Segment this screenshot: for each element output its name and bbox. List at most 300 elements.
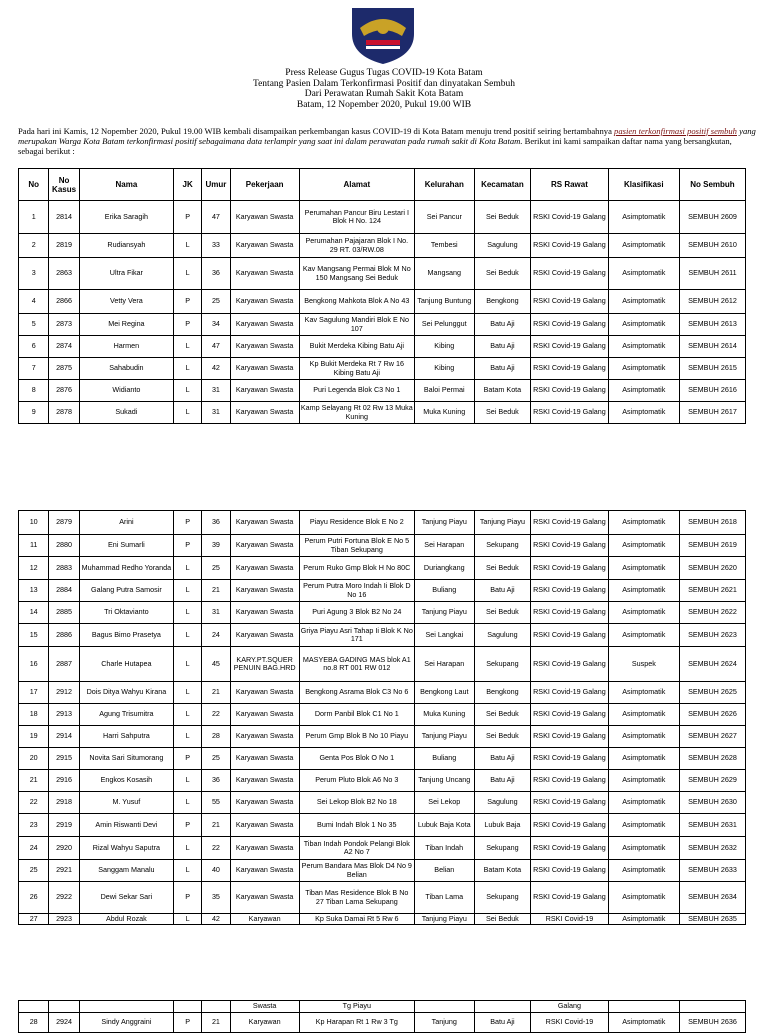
cell-nama (79, 1001, 173, 1013)
cell-pekerjaan: Karyawan Swasta (230, 402, 299, 424)
cell-rs-rawat: RSKI Covid-19 (531, 914, 609, 925)
cell-umur: 31 (202, 402, 230, 424)
col-header-kecamatan: Kecamatan (474, 169, 531, 201)
cell-nama: Amin Riswanti Devi (79, 814, 173, 837)
cell-kelurahan: Belian (414, 860, 474, 882)
cell-kelurahan: Sei Harapan (414, 535, 474, 557)
cell-kelurahan: Buliang (414, 748, 474, 770)
cell-no: 18 (19, 704, 49, 726)
cell-alamat: Kp Suka Damai Rt 5 Rw 6 (299, 914, 414, 925)
cell-kelurahan: Sei Lekop (414, 792, 474, 814)
cell-no-kasus: 2916 (49, 770, 79, 792)
cell-no-sembuh: SEMBUH 2620 (679, 557, 745, 580)
cell-no-sembuh: SEMBUH 2632 (679, 837, 745, 860)
cell-kecamatan: Batu Aji (474, 314, 531, 336)
cell-rs-rawat: RSKI Covid-19 Galang (531, 580, 609, 602)
cell-rs-rawat: RSKI Covid-19 Galang (531, 234, 609, 258)
cell-kecamatan: Sei Beduk (474, 704, 531, 726)
cell-umur: 31 (202, 602, 230, 624)
cell-kelurahan (414, 1001, 474, 1013)
cell-umur: 25 (202, 557, 230, 580)
cell-kecamatan: Batu Aji (474, 336, 531, 358)
cell-umur: 31 (202, 380, 230, 402)
cell-pekerjaan: Karyawan Swasta (230, 624, 299, 647)
cell-klasifikasi: Asimptomatik (608, 201, 679, 234)
cell-no-kasus: 2876 (49, 380, 79, 402)
cell-nama: Widianto (79, 380, 173, 402)
cell-pekerjaan: Karyawan Swasta (230, 837, 299, 860)
cell-jk: L (174, 258, 202, 290)
cell-pekerjaan: Karyawan Swasta (230, 314, 299, 336)
cell-kelurahan: Tanjung Piayu (414, 914, 474, 925)
cell-pekerjaan: Karyawan Swasta (230, 580, 299, 602)
cell-umur: 25 (202, 748, 230, 770)
cell-alamat: Genta Pos Blok O No 1 (299, 748, 414, 770)
table-row (19, 704, 746, 726)
cell-no-kasus: 2819 (49, 234, 79, 258)
cell-no-sembuh: SEMBUH 2636 (679, 1013, 745, 1033)
cell-rs-rawat: RSKI Covid-19 Galang (531, 201, 609, 234)
cell-no: 20 (19, 748, 49, 770)
cell-alamat: Dorm Panbil Blok C1 No 1 (299, 704, 414, 726)
cell-no-kasus: 2878 (49, 402, 79, 424)
cell-umur: 36 (202, 770, 230, 792)
cell-alamat: Sei Lekop Blok B2 No 18 (299, 792, 414, 814)
cell-nama: Sanggam Manalu (79, 860, 173, 882)
cell-klasifikasi: Asimptomatik (608, 358, 679, 380)
cell-no: 22 (19, 792, 49, 814)
cell-alamat: Piayu Residence Blok E No 2 (299, 511, 414, 535)
cell-no: 7 (19, 358, 49, 380)
cell-kecamatan: Sei Beduk (474, 201, 531, 234)
cell-kecamatan: Sekupang (474, 535, 531, 557)
cell-alamat: Bengkong Asrama Blok C3 No 6 (299, 682, 414, 704)
cell-umur: 42 (202, 914, 230, 925)
table-row (19, 682, 746, 704)
cell-klasifikasi: Asimptomatik (608, 770, 679, 792)
cell-rs-rawat: RSKI Covid-19 Galang (531, 647, 609, 682)
cell-pekerjaan: Karyawan Swasta (230, 290, 299, 314)
cell-alamat: Kav Sagulung Mandiri Blok E No 107 (299, 314, 414, 336)
cell-umur: 25 (202, 290, 230, 314)
cell-no: 13 (19, 580, 49, 602)
cell-no-sembuh: SEMBUH 2609 (679, 201, 745, 234)
table-row (19, 580, 746, 602)
cell-jk: P (174, 1013, 202, 1033)
cell-kelurahan: Tanjung Uncang (414, 770, 474, 792)
cell-alamat: Tiban Indah Pondok Pelangi Blok A2 No 7 (299, 837, 414, 860)
cell-umur: 21 (202, 814, 230, 837)
cell-no-kasus: 2918 (49, 792, 79, 814)
cell-jk: P (174, 314, 202, 336)
cell-jk: P (174, 535, 202, 557)
cell-pekerjaan: Karyawan Swasta (230, 602, 299, 624)
cell-alamat: Bukit Merdeka Kibing Batu Aji (299, 336, 414, 358)
table-row (19, 557, 746, 580)
cell-alamat: Perum Bandara Mas Blok D4 No 9 Belian (299, 860, 414, 882)
cell-klasifikasi: Asimptomatik (608, 402, 679, 424)
cell-alamat: Bumi Indah Blok 1 No 35 (299, 814, 414, 837)
cell-umur: 24 (202, 624, 230, 647)
cell-rs-rawat: RSKI Covid-19 Galang (531, 402, 609, 424)
cell-klasifikasi: Asimptomatik (608, 726, 679, 748)
cell-nama: Rizal Wahyu Saputra (79, 837, 173, 860)
cell-no: 19 (19, 726, 49, 748)
cell-no-sembuh: SEMBUH 2610 (679, 234, 745, 258)
cell-no: 23 (19, 814, 49, 837)
press-release-header (0, 68, 768, 110)
cell-no-sembuh: SEMBUH 2621 (679, 580, 745, 602)
cell-nama: Abdul Rozak (79, 914, 173, 925)
cell-alamat: MASYEBA GADING MAS blok A1 no.8 RT 001 RW 012 (299, 647, 414, 682)
cell-nama: Mei Regina (79, 314, 173, 336)
cell-rs-rawat: RSKI Covid-19 Galang (531, 792, 609, 814)
header-line-3: Dari Perawatan Rumah Sakit Kota Batam (304, 89, 464, 99)
cell-klasifikasi: Asimptomatik (608, 792, 679, 814)
cell-alamat: Kp Bukit Merdeka Rt 7 Rw 16 Kibing Batu Aji (299, 358, 414, 380)
cell-kelurahan: Tanjung Piayu (414, 511, 474, 535)
cell-nama: M. Yusuf (79, 792, 173, 814)
cell-no-sembuh: SEMBUH 2633 (679, 860, 745, 882)
cell-alamat: Puri Legenda Blok C3 No 1 (299, 380, 414, 402)
cell-no-sembuh (679, 1001, 745, 1013)
cell-kecamatan: Sei Beduk (474, 402, 531, 424)
cell-no: 2 (19, 234, 49, 258)
cell-kelurahan: Sei Pelunggut (414, 314, 474, 336)
table-row (19, 511, 746, 535)
cell-nama: Charle Hutapea (79, 647, 173, 682)
cell-klasifikasi: Asimptomatik (608, 748, 679, 770)
table-row (19, 314, 746, 336)
cell-jk: P (174, 748, 202, 770)
cell-no: 26 (19, 882, 49, 914)
table-row (19, 1001, 746, 1013)
cell-kelurahan: Sei Harapan (414, 647, 474, 682)
cell-jk: L (174, 380, 202, 402)
cell-rs-rawat: RSKI Covid-19 Galang (531, 704, 609, 726)
cell-nama: Arini (79, 511, 173, 535)
cell-no-kasus: 2886 (49, 624, 79, 647)
cell-no: 4 (19, 290, 49, 314)
cell-rs-rawat: RSKI Covid-19 Galang (531, 726, 609, 748)
cell-rs-rawat: RSKI Covid-19 Galang (531, 535, 609, 557)
cell-rs-rawat: RSKI Covid-19 Galang (531, 336, 609, 358)
table-row (19, 336, 746, 358)
cell-no-sembuh: SEMBUH 2630 (679, 792, 745, 814)
table-row (19, 535, 746, 557)
cell-nama: Eni Sumarli (79, 535, 173, 557)
cell-no: 17 (19, 682, 49, 704)
cell-no: 3 (19, 258, 49, 290)
cell-kelurahan: Tiban Indah (414, 837, 474, 860)
cell-no-kasus: 2874 (49, 336, 79, 358)
cell-kelurahan: Baloi Permai (414, 380, 474, 402)
cell-alamat: Perum Pluto Blok A6 No 3 (299, 770, 414, 792)
cell-no-sembuh: SEMBUH 2618 (679, 511, 745, 535)
cell-umur: 21 (202, 580, 230, 602)
cell-klasifikasi: Asimptomatik (608, 882, 679, 914)
cell-no-kasus: 2922 (49, 882, 79, 914)
cell-pekerjaan: Karyawan Swasta (230, 792, 299, 814)
cell-no-kasus: 2915 (49, 748, 79, 770)
header-line-4: Batam, 12 Nopember 2020, Pukul 19.00 WIB (296, 99, 472, 110)
cell-kecamatan: Sagulung (474, 624, 531, 647)
cell-pekerjaan: Swasta (230, 1001, 299, 1013)
header-line-2: Tentang Pasien Dalam Terkonfirmasi Positif dan dinyatakan Sembuh (252, 78, 516, 89)
cell-kecamatan: Sekupang (474, 647, 531, 682)
cell-rs-rawat: RSKI Covid-19 (531, 1013, 609, 1033)
cell-jk: L (174, 402, 202, 424)
cell-jk: P (174, 882, 202, 914)
cell-kecamatan: Sei Beduk (474, 557, 531, 580)
cell-no: 9 (19, 402, 49, 424)
cell-nama: Erika Saragih (79, 201, 173, 234)
table-row (19, 837, 746, 860)
cell-no: 12 (19, 557, 49, 580)
cell-rs-rawat: RSKI Covid-19 Galang (531, 358, 609, 380)
cell-no-kasus: 2875 (49, 358, 79, 380)
cell-rs-rawat: RSKI Covid-19 Galang (531, 860, 609, 882)
cell-klasifikasi: Asimptomatik (608, 1013, 679, 1033)
cell-no-sembuh: SEMBUH 2628 (679, 748, 745, 770)
table-row (19, 258, 746, 290)
cell-no-sembuh: SEMBUH 2619 (679, 535, 745, 557)
cell-jk: L (174, 682, 202, 704)
cell-alamat: Kamp Selayang Rt 02 Rw 13 Muka Kuning (299, 402, 414, 424)
cell-klasifikasi: Asimptomatik (608, 602, 679, 624)
intro-text-1: Pada hari ini Kamis, 12 Nopember 2020, Pukul 19.00 WIB kembali disampaikan perkembangan kasus COVID-19 di Kota Batam menuju trend positif seiring bertambahnya (18, 126, 615, 136)
cell-umur: 47 (202, 201, 230, 234)
cell-klasifikasi (608, 1001, 679, 1013)
cell-klasifikasi: Asimptomatik (608, 914, 679, 925)
cell-alamat: Tg Piayu (299, 1001, 414, 1013)
cell-no-sembuh: SEMBUH 2626 (679, 704, 745, 726)
cell-umur: 22 (202, 837, 230, 860)
table-row (19, 770, 746, 792)
cell-no-kasus: 2914 (49, 726, 79, 748)
cell-no-kasus: 2923 (49, 914, 79, 925)
table-row (19, 234, 746, 258)
cell-kelurahan: Muka Kuning (414, 704, 474, 726)
cell-nama: Rudiansyah (79, 234, 173, 258)
cell-rs-rawat: RSKI Covid-19 Galang (531, 770, 609, 792)
cell-no: 28 (19, 1013, 49, 1033)
table-row (19, 201, 746, 234)
cell-alamat: Perum Putra Moro Indah Ii Blok D No 16 (299, 580, 414, 602)
table-row (19, 602, 746, 624)
table-row (19, 358, 746, 380)
cell-kecamatan: Sei Beduk (474, 258, 531, 290)
cell-kelurahan: Duriangkang (414, 557, 474, 580)
cell-rs-rawat: RSKI Covid-19 Galang (531, 837, 609, 860)
cell-no: 5 (19, 314, 49, 336)
cell-kecamatan: Sei Beduk (474, 602, 531, 624)
table-row (19, 402, 746, 424)
cell-umur: 45 (202, 647, 230, 682)
cell-no-kasus: 2912 (49, 682, 79, 704)
cell-kelurahan: Tanjung Piayu (414, 726, 474, 748)
cell-nama: Harri Sahputra (79, 726, 173, 748)
cell-no: 24 (19, 837, 49, 860)
cell-no: 14 (19, 602, 49, 624)
cell-umur: 47 (202, 336, 230, 358)
cell-no-kasus: 2920 (49, 837, 79, 860)
intro-highlight: pasien terkonfirmasi positif sembuh (614, 126, 737, 136)
cell-no-sembuh: SEMBUH 2617 (679, 402, 745, 424)
cell-no-sembuh: SEMBUH 2612 (679, 290, 745, 314)
cell-kecamatan: Bengkong (474, 290, 531, 314)
patients-table-page-3 (18, 1000, 746, 1033)
col-header-no-sembuh: No Sembuh (679, 169, 745, 201)
table-row (19, 748, 746, 770)
cell-kelurahan: Lubuk Baja Kota (414, 814, 474, 837)
cell-no-sembuh: SEMBUH 2634 (679, 882, 745, 914)
cell-alamat: Griya Piayu Asri Tahap Ii Blok K No 171 (299, 624, 414, 647)
cell-rs-rawat: RSKI Covid-19 Galang (531, 814, 609, 837)
cell-jk: L (174, 557, 202, 580)
cell-jk: L (174, 914, 202, 925)
cell-nama: Tri Oktavianto (79, 602, 173, 624)
cell-alamat: Perumahan Pajajaran Blok I No. 29 RT. 03/RW.08 (299, 234, 414, 258)
cell-kelurahan: Tanjung Buntung (414, 290, 474, 314)
cell-pekerjaan: KARY.PT.SQUER PENUIN BAG.HRD (230, 647, 299, 682)
cell-kecamatan: Tanjung Piayu (474, 511, 531, 535)
cell-kecamatan: Batam Kota (474, 380, 531, 402)
cell-jk: L (174, 234, 202, 258)
cell-nama: Engkos Kosasih (79, 770, 173, 792)
cell-nama: Ultra Fikar (79, 258, 173, 290)
cell-no-sembuh: SEMBUH 2631 (679, 814, 745, 837)
cell-jk: L (174, 860, 202, 882)
cell-pekerjaan: Karyawan Swasta (230, 234, 299, 258)
cell-jk: L (174, 792, 202, 814)
cell-nama: Galang Putra Samosir (79, 580, 173, 602)
cell-kecamatan: Lubuk Baja (474, 814, 531, 837)
cell-pekerjaan: Karyawan Swasta (230, 682, 299, 704)
cell-pekerjaan: Karyawan Swasta (230, 380, 299, 402)
cell-klasifikasi: Asimptomatik (608, 814, 679, 837)
cell-rs-rawat: RSKI Covid-19 Galang (531, 314, 609, 336)
cell-no: 16 (19, 647, 49, 682)
cell-kecamatan: Sei Beduk (474, 726, 531, 748)
patients-table-page-1 (18, 168, 746, 424)
cell-nama: Dois Ditya Wahyu Kirana (79, 682, 173, 704)
cell-pekerjaan: Karyawan Swasta (230, 258, 299, 290)
intro-text-2: yang merupakan Warga Kota Batam terkonfirmasi positif sebagaimana data terlampir yang saat ini dalam perawatan pada rumah sakit di Kota Batam. (18, 126, 756, 146)
cell-klasifikasi: Asimptomatik (608, 511, 679, 535)
cell-umur: 21 (202, 1013, 230, 1033)
col-header-kelurahan: Kelurahan (414, 169, 474, 201)
cell-kelurahan: Buliang (414, 580, 474, 602)
cell-klasifikasi: Asimptomatik (608, 837, 679, 860)
cell-pekerjaan: Karyawan Swasta (230, 770, 299, 792)
col-header-nama: Nama (79, 169, 173, 201)
cell-klasifikasi: Asimptomatik (608, 682, 679, 704)
cell-klasifikasi: Asimptomatik (608, 580, 679, 602)
cell-no: 15 (19, 624, 49, 647)
cell-klasifikasi: Asimptomatik (608, 380, 679, 402)
cell-no-kasus (49, 1001, 79, 1013)
cell-no: 1 (19, 201, 49, 234)
cell-kelurahan: Sei Pancur (414, 201, 474, 234)
cell-pekerjaan: Karyawan Swasta (230, 704, 299, 726)
cell-nama: Harmen (79, 336, 173, 358)
cell-no-sembuh: SEMBUH 2625 (679, 682, 745, 704)
cell-kelurahan: Kibing (414, 358, 474, 380)
cell-nama: Sindy Anggraini (79, 1013, 173, 1033)
cell-klasifikasi: Asimptomatik (608, 314, 679, 336)
col-header-alamat: Alamat (299, 169, 414, 201)
cell-alamat: Perum Ruko Gmp Blok H No 80C (299, 557, 414, 580)
cell-no: 25 (19, 860, 49, 882)
cell-jk: L (174, 647, 202, 682)
cell-nama: Sukadi (79, 402, 173, 424)
cell-no: 6 (19, 336, 49, 358)
cell-alamat: Puri Agung 3 Blok B2 No 24 (299, 602, 414, 624)
cell-rs-rawat: RSKI Covid-19 Galang (531, 602, 609, 624)
col-header-klasifikasi: Klasifikasi (608, 169, 679, 201)
cell-nama: Agung Trisumitra (79, 704, 173, 726)
cell-pekerjaan: Karyawan Swasta (230, 201, 299, 234)
cell-kecamatan: Sei Beduk (474, 914, 531, 925)
cell-no-kasus: 2924 (49, 1013, 79, 1033)
cell-kecamatan: Sekupang (474, 882, 531, 914)
cell-umur: 33 (202, 234, 230, 258)
cell-klasifikasi: Asimptomatik (608, 290, 679, 314)
cell-no-kasus: 2921 (49, 860, 79, 882)
cell-rs-rawat: RSKI Covid-19 Galang (531, 748, 609, 770)
cell-no-sembuh: SEMBUH 2611 (679, 258, 745, 290)
cell-umur: 39 (202, 535, 230, 557)
cell-no-kasus: 2885 (49, 602, 79, 624)
gugus-tugas-logo (346, 6, 420, 66)
cell-umur: 42 (202, 358, 230, 380)
cell-kecamatan: Batu Aji (474, 1013, 531, 1033)
cell-no-sembuh: SEMBUH 2615 (679, 358, 745, 380)
cell-pekerjaan: Karyawan Swasta (230, 882, 299, 914)
cell-kecamatan: Sagulung (474, 792, 531, 814)
cell-klasifikasi: Asimptomatik (608, 535, 679, 557)
cell-umur: 36 (202, 258, 230, 290)
cell-no: 10 (19, 511, 49, 535)
cell-no (19, 1001, 49, 1013)
cell-kecamatan: Batu Aji (474, 748, 531, 770)
col-header-rs-rawat: RS Rawat (531, 169, 609, 201)
cell-jk: L (174, 770, 202, 792)
cell-alamat: Kav Mangsang Permai Blok M No 150 Mangsang Sei Beduk (299, 258, 414, 290)
cell-umur: 40 (202, 860, 230, 882)
cell-umur: 22 (202, 704, 230, 726)
cell-no-kasus: 2863 (49, 258, 79, 290)
cell-no-sembuh: SEMBUH 2622 (679, 602, 745, 624)
table-row (19, 380, 746, 402)
cell-jk: L (174, 624, 202, 647)
cell-pekerjaan: Karyawan Swasta (230, 726, 299, 748)
cell-no-kasus: 2814 (49, 201, 79, 234)
cell-rs-rawat: RSKI Covid-19 Galang (531, 380, 609, 402)
cell-rs-rawat: RSKI Covid-19 Galang (531, 624, 609, 647)
cell-pekerjaan: Karyawan Swasta (230, 336, 299, 358)
col-header-no-kasus: No Kasus (49, 169, 79, 201)
table-row (19, 860, 746, 882)
cell-klasifikasi: Asimptomatik (608, 860, 679, 882)
cell-no-kasus: 2887 (49, 647, 79, 682)
cell-kecamatan: Batam Kota (474, 860, 531, 882)
intro-paragraph (18, 126, 756, 156)
table-row (19, 647, 746, 682)
cell-pekerjaan: Karyawan Swasta (230, 511, 299, 535)
cell-rs-rawat: RSKI Covid-19 Galang (531, 557, 609, 580)
